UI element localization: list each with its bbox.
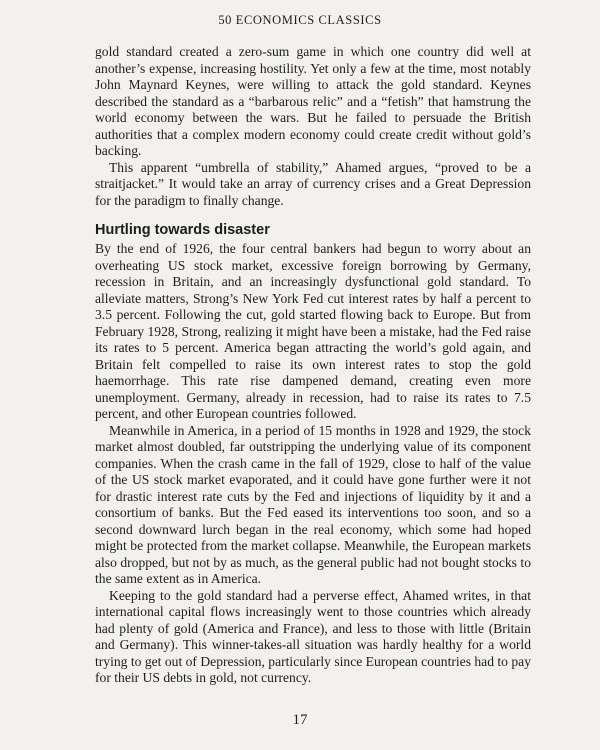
body-text [95,44,531,687]
page-number: 17 [292,712,308,728]
paragraph: This apparent “umbrella of stability,” Ahamed argues, “proved to be a straitjacket.” It would take an array of currency crises and a Great Depression for the paradigm to finally change. [95,159,531,208]
paragraph: gold standard created a zero-sum game in which one country did well at another’s expense, increasing hostility. Yet only a few at the time, most notably John Maynard Keynes, were willing to attack the gold standard. Keynes described the standard as a “barbarous relic” and a “fetish” that hamstrung the world economy between the wars. But he failed to persuade the British authorities that a complex modern economy could create credit without gold’s backing. [95,44,531,158]
running-header: 50 ECONOMICS CLASSICS [218,13,382,27]
section-heading: Hurtling towards disaster [95,222,270,238]
paragraph: By the end of 1926, the four central bankers had begun to worry about an overheating US stock market, excessive foreign borrowing by Germany, recession in Britain, and an increasingly dysfunctional gold standard. To alleviate matters, Strong’s New York Fed cut interest rates by half a percent to 3.5 percent. Following the cut, gold started flowing back to Europe. But from February 1928, Strong, realizing it might have been a mistake, had the Fed raise its rates to 5 percent. America began attracting the world’s gold again, and Britain felt compelled to raise its own interest rates to stop the gold haemorrhage. This rate rise dampened demand, creating even more unemployment. Germany, already in recession, had to raise its rates to 7.5 percent, and other European countries followed. [95,241,531,421]
paragraph: Meanwhile in America, in a period of 15 months in 1928 and 1929, the stock market almost doubled, far outstripping the underlying value of its component companies. When the crash came in the fall of 1929, close to half of the value of the US stock market evaporated, and it could have gone further were it not for drastic interest rate cuts by the Fed and injections of liquidity by it and a consortium of banks. But the Fed eased its interventions too soon, and so a second downward lurch began in the real economy, which some had hoped might be protected from the market collapse. Meanwhile, the European markets also dropped, but not by as much, as the general public had not bought stocks to the same extent as in America. [95,422,531,586]
paragraph: Keeping to the gold standard had a perverse effect, Ahamed writes, in that international capital flows increasingly went to those countries which already had plenty of gold (America and France), and less to those with little (Britain and Germany). This winner-takes-all situation was hardly healthy for a world trying to get out of Depression, particularly since European countries had to pay for their US debts in gold, not currency. [95,587,532,685]
